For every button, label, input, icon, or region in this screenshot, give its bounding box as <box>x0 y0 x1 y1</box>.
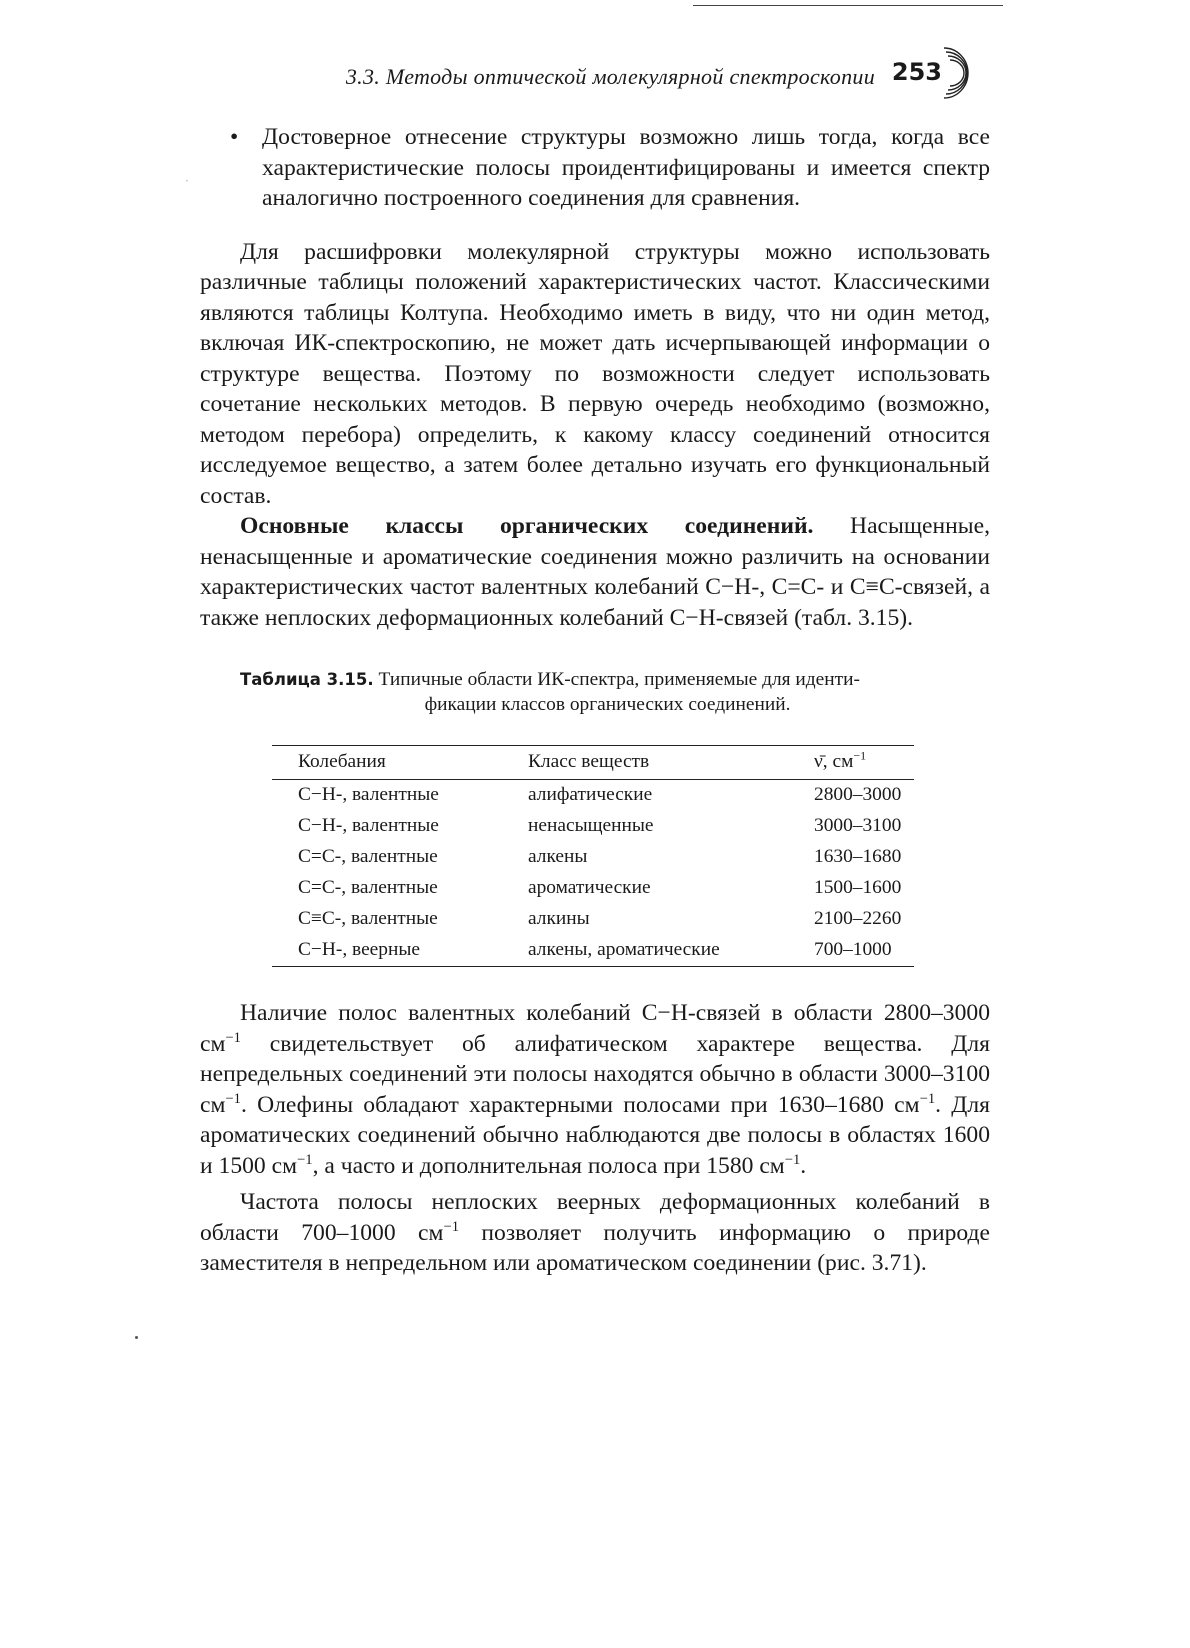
paragraph-3-part: . <box>800 1152 807 1179</box>
header-vibration: Колебания <box>272 746 502 780</box>
paragraph-2-bold-lead: Основные классы органических соединений. <box>240 513 814 539</box>
paragraph-3-part: , а часто и дополнительная полоса при 1580 см <box>312 1152 785 1179</box>
table-header-row <box>272 746 914 780</box>
scan-artifact: · <box>185 174 189 188</box>
header-wavenumber-text: ν̄, см <box>814 751 854 772</box>
paragraph-4-sup: −1 <box>443 1218 460 1235</box>
paragraph-3 <box>200 998 990 1181</box>
cell-vibration: С−Н-, валентные <box>298 815 439 836</box>
page-number: 253 <box>891 58 942 86</box>
paragraph-2-text: Насыщенные, ненасыщенные и ароматические соединения можно различить на основании характеристических частот валентных колебаний С−Н-, С=С- и С≡С-связей, а также неплоских деформационных колебаний С−Н-связей (табл. 3.15). <box>200 513 990 631</box>
cell-range: 2100–2260 <box>814 908 902 929</box>
table-row <box>272 842 914 873</box>
cell-class: алифатические <box>528 784 653 805</box>
paragraph-4-part: Частота полосы неплоских веерных деформационных колебаний в области 700–1000 см <box>200 1189 990 1246</box>
cell-range: 1630–1680 <box>814 846 902 867</box>
cell-range: 700–1000 <box>788 935 914 967</box>
paragraph-2 <box>200 511 990 633</box>
table-caption <box>240 667 975 717</box>
cell-vibration: С−Н-, веерные <box>272 935 502 967</box>
paragraph-3-sup: −1 <box>784 1151 801 1168</box>
paragraph-3-sup: −1 <box>225 1029 241 1046</box>
top-rule <box>693 5 1003 6</box>
cell-class: алкены, ароматические <box>502 935 788 967</box>
table-row <box>272 935 914 967</box>
cell-vibration: С=С-, валентные <box>298 877 438 898</box>
paragraph-3-sup: −1 <box>297 1151 313 1168</box>
table-caption-text: Типичные области ИК-спектра, применяемые для иденти- <box>373 669 860 690</box>
table-row <box>272 904 914 935</box>
page-body <box>200 122 990 1279</box>
paragraph-3-part: свидетельствует об алифатическом характере вещества. Для непредельных соединений эти полосы находятся обычно в области 3000–3100 см <box>200 1030 990 1118</box>
paragraph-4-part: позволяет получить информацию о природе заместителя в непредельном или ароматическом соединении (рис. 3.71). <box>200 1219 990 1276</box>
header-class: Класс веществ <box>502 746 788 780</box>
cell-class: алкины <box>528 908 590 929</box>
bullet-symbol: • <box>230 124 239 150</box>
paragraph-3-part: . Олефины обладают характерными полосами при 1630–1680 см <box>240 1091 920 1118</box>
table-row <box>272 873 914 904</box>
running-title: 3.3. Методы оптической молекулярной спектроскопии <box>345 64 875 89</box>
table-row <box>272 811 914 842</box>
header-wavenumber-sup: −1 <box>853 748 867 763</box>
cell-vibration: С=С-, валентные <box>298 846 438 867</box>
paragraph-3-sup: −1 <box>919 1090 936 1107</box>
paragraph-3-part: . Для ароматических соединений обычно наблюдаются две полосы в областях 1600 и 1500 см <box>200 1091 990 1179</box>
paragraph-4 <box>200 1187 990 1279</box>
cell-range: 1500–1600 <box>814 877 902 898</box>
cell-range: 3000–3100 <box>814 815 902 836</box>
header-wavenumber <box>788 746 914 780</box>
cell-range: 2800–3000 <box>814 784 902 805</box>
cell-class: алкены <box>528 846 588 867</box>
paragraph-3-sup: −1 <box>225 1090 241 1107</box>
paragraph-1: Для расшифровки молекулярной структуры можно использовать различные таблицы положений характеристических частот. Классическими являются таблицы Колтупа. Необходимо иметь в виду, что ни один метод, включая ИК-спектроскопию, не может дать исчерпывающей информации о структуре вещества. Поэтому по возможности следует использовать сочетание нескольких методов. В первую очередь необходимо (возможно, методом перебора) определить, к какому классу соединений относится исследуемое вещество, а затем более детально изучать его функциональный состав. <box>200 238 990 509</box>
margin-dot <box>135 1336 138 1339</box>
cell-class: ароматические <box>528 877 651 898</box>
cell-vibration: С≡С-, валентные <box>298 908 438 929</box>
paragraph-3-part: Наличие полос валентных колебаний С−Н-связей в области 2800–3000 см <box>200 1000 990 1057</box>
page-number-arc-ornament-icon <box>938 44 972 102</box>
cell-class: ненасыщенные <box>528 815 654 836</box>
table-row <box>272 780 914 812</box>
table-caption-label: Таблица 3.15. <box>240 670 374 689</box>
ir-table <box>272 745 914 967</box>
running-header <box>200 58 970 98</box>
bullet-text: Достоверное отнесение структуры возможно лишь тогда, когда все характеристические полосы проидентифицированы и имеется спектр аналогично построенного соединения для сравнения. <box>262 124 990 211</box>
table-caption-text-cont: фикации классов органических соединений. <box>424 694 791 715</box>
bullet-item <box>200 122 990 214</box>
cell-vibration: С−Н-, валентные <box>298 784 439 805</box>
